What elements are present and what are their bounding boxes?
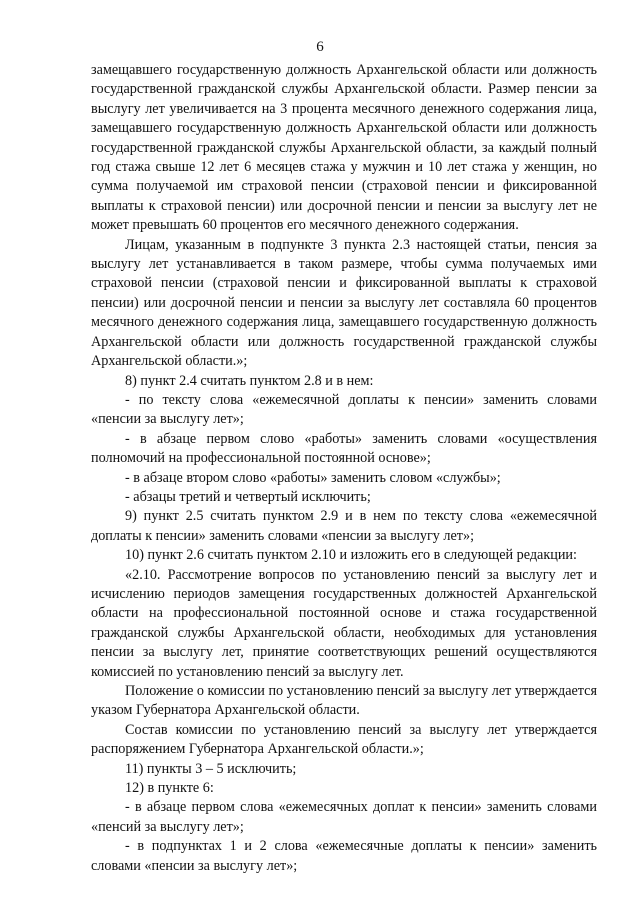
document-body (91, 61, 597, 876)
paragraph: Состав комиссии по установлению пенсий за выслугу лет утверждается распоряжением Губернатора Архангельской области.»; (91, 721, 597, 758)
paragraph: - в абзаце первом слово «работы» заменить словами «осуществления полномочий на профессиональной постоянной основе»; (91, 430, 597, 467)
paragraph: - по тексту слова «ежемесячной доплаты к пенсии» заменить словами «пенсии за выслугу лет»; (91, 391, 597, 428)
paragraph: Положение о комиссии по установлению пенсий за выслугу лет утверждается указом Губернатора Архангельской области. (91, 683, 598, 719)
paragraph: 11) пункты 3 – 5 исключить; (125, 760, 297, 777)
paragraph: 8) пункт 2.4 считать пунктом 2.8 и в нем: (125, 372, 374, 389)
paragraph: - в подпунктах 1 и 2 слова «ежемесячные доплаты к пенсии» заменить словами «пенсии за выслугу лет»; (91, 838, 597, 874)
paragraph: - в абзаце первом слова «ежемесячных доплат к пенсии» заменить словами «пенсий за выслугу лет»; (91, 799, 597, 835)
paragraph: «2.10. Рассмотрение вопросов по установлению пенсий за выслугу лет и исчислению периодов замещения государственных должностей Архангельской области на профессиональной постоянной основе и стажа государственной гражданской службы Архангельской области, необходимых для установления пенсии за выслугу лет, принятие соответствующих решений осуществляются комиссией по установлению пенсий за выслугу лет. (91, 566, 597, 680)
paragraph: 12) в пункте 6: (125, 780, 214, 797)
paragraph: Лицам, указанным в подпункте 3 пункта 2.3 настоящей статьи, пенсия за выслугу лет устанавливается в таком размере, чтобы сумма получаемых ими страховой пенсии (страховой пенсии и фиксированной выплаты к страховой пенсии) или досрочной пенсии и пенсии за выслугу лет составляла 60 процентов месячного денежного содержания лица, замещавшего государственную должность Архангельской области или должность государственной гражданской службы Архангельской области.»; (91, 236, 597, 370)
paragraph: - в абзаце втором слово «работы» заменить словом «службы»; (125, 469, 501, 486)
paragraph: 9) пункт 2.5 считать пунктом 2.9 и в нем по тексту слова «ежемесячной доплаты к пенсии» заменить словами «пенсии за выслугу лет»; (91, 508, 597, 544)
paragraph: 10) пункт 2.6 считать пунктом 2.10 и изложить его в следующей редакции: (125, 547, 577, 564)
page-number: 6 (316, 39, 324, 55)
paragraph-continuation: замещавшего государственную должность Архангельской области или должность государственной гражданской службы Архангельской области. Размер пенсии за выслугу лет увеличивается на 3 процента месячного денежного содержания лица, замещавшего государственную должность Архангельской области или должность государственной гражданской службы Архангельской области, за каждый полный год стажа свыше 12 лет 6 месяцев стажа у мужчин и 10 лет стажа у женщин, но сумма получаемой им страховой пенсии (страховой пенсии и фиксированной выплаты к страховой пенсии) или досрочной пенсии и пенсии за выслугу лет не может превышать 60 процентов его месячного денежного содержания. (91, 62, 597, 234)
paragraph: - абзацы третий и четвертый исключить; (125, 488, 371, 505)
